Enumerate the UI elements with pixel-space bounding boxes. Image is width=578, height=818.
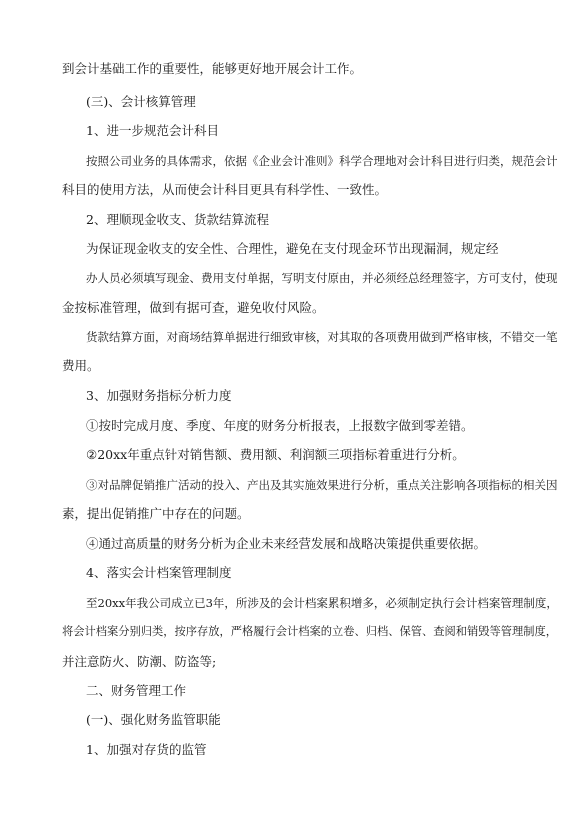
document-line: 货款结算方面，对商场结算单据进行细致审核，对其取的各项费用做到严格审核，不错交一笔 (86, 330, 558, 344)
document-line: 到会计基础工作的重要性，能够更好地开展会计工作。 (62, 61, 363, 76)
document-line: (一)、强化财务监管职能 (86, 712, 221, 727)
document-line: 1、进一步规范会计科目 (86, 123, 219, 138)
document-line: 4、落实会计档案管理制度 (86, 565, 232, 580)
document-line: (三)、会计核算管理 (86, 94, 196, 109)
document-line: 并注意防火、防潮、防盗等; (62, 654, 217, 669)
document-line: 按照公司业务的具体需求，依据《企业会计准则》科学合理地对会计科目进行归类，规范会计 (86, 154, 558, 168)
document-line: ①按时完成月度、季度、年度的财务分析报表，上报数字做到零差错。 (86, 418, 474, 433)
document-line: 费用。 (62, 358, 100, 373)
document-line: ③对品牌促销推广活动的投入、产出及其实施效果进行分析，重点关注影响各项指标的相关因 (86, 478, 558, 492)
document-line: 3、加强财务指标分析力度 (86, 388, 232, 403)
document-line: 素，提出促销推广中存在的问题。 (62, 506, 250, 521)
document-line: ④通过高质量的财务分析为企业未来经营发展和战略决策提供重要依据。 (86, 536, 487, 551)
document-line: 将会计档案分别归类，按序存放，严格履行会计档案的立卷、归档、保管、查阅和销毁等管理制度， (62, 625, 558, 638)
document-line: 2、理顺现金收支、货款结算流程 (86, 212, 269, 227)
document-line: 至20xx年我公司成立已3年，所涉及的会计档案累积增多，必须制定执行会计档案管理制度， (86, 596, 558, 610)
document-line: ②20xx年重点针对销售额、费用额、利润额三项指标着重进行分析。 (86, 447, 465, 462)
document-line: 办人员必须填写现金、费用支付单据，写明支付原由，并必须经总经理签字，方可支付，使现 (86, 271, 558, 285)
document-line: 二、财务管理工作 (86, 683, 187, 698)
document-line: 科目的使用方法，从而使会计科目更具有科学性、一致性。 (62, 182, 388, 197)
document-line: 1、加强对存货的监管 (86, 742, 207, 757)
document-line: 为保证现金收支的安全性、合理性，避免在支付现金环节出现漏洞，规定经 (86, 241, 499, 256)
document-line: 金按标准管理，做到有据可查，避免收付风险。 (62, 300, 325, 315)
